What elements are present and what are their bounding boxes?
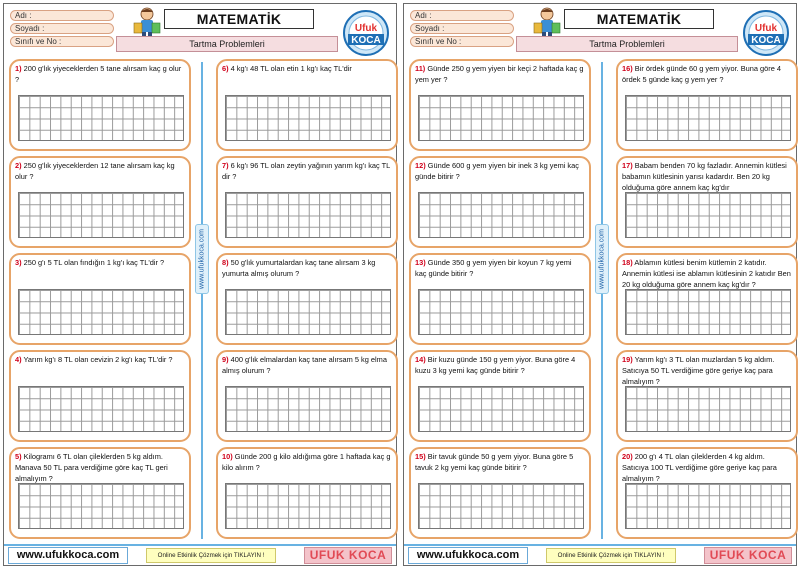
question-number: 15): [415, 452, 426, 461]
question-card: [216, 350, 398, 442]
answer-grid[interactable]: [18, 386, 184, 432]
class-number-field[interactable]: [10, 36, 114, 47]
question-number: 6): [222, 64, 229, 73]
answer-grid[interactable]: [625, 386, 791, 432]
question-card: [409, 59, 591, 151]
question-number: 18): [622, 258, 633, 267]
question-number: 19): [622, 355, 633, 364]
answer-grid[interactable]: [225, 483, 391, 529]
question-number: 13): [415, 258, 426, 267]
name-label: Adı :: [15, 11, 32, 20]
answer-grid[interactable]: [18, 289, 184, 335]
website-link[interactable]: www.ufukkoca.com: [8, 547, 128, 564]
answer-grid[interactable]: [18, 192, 184, 238]
question-card: [216, 447, 398, 539]
online-activity-button[interactable]: Online Etkinlik Çözmek için TIKLAYIN !: [546, 548, 676, 563]
question-text: Babam benden 70 kg fazladır. Annemin kütlesi babamın kütlesinin yarısı kadardır. Ben 20 kg olduğuma göre annem kaç kg'dır: [622, 161, 787, 192]
surname-label: Soyadı :: [15, 24, 45, 33]
question-number: 12): [415, 161, 426, 170]
svg-text:Ufuk: Ufuk: [754, 23, 778, 34]
question-card: [616, 253, 798, 345]
question-text: Günde 600 g yem yiyen bir inek 3 kg yemi kaç günde bitirir ?: [415, 161, 579, 181]
question-card: [616, 350, 798, 442]
question-card: [216, 59, 398, 151]
question-text: 200 g'lık yiyeceklerden 5 tane alırsam kaç g olur ?: [15, 64, 182, 84]
answer-grid[interactable]: [625, 483, 791, 529]
ufuk-koca-logo: [742, 9, 790, 57]
question-text: Yarım kg'ı 3 TL olan muzlardan 5 kg aldım. Satıcıya 50 TL verdiğime göre geriye kaç para almalıyım ?: [622, 355, 775, 386]
answer-grid[interactable]: [625, 192, 791, 238]
brand-button[interactable]: UFUK KOCA: [304, 547, 392, 564]
question-text: Yarım kg'ı 8 TL olan cevizin 2 kg'ı kaç TL'dir ?: [23, 355, 173, 364]
answer-grid[interactable]: [18, 95, 184, 141]
svg-text:KOCA: KOCA: [751, 35, 781, 46]
question-text: 4 kg'ı 48 TL olan etin 1 kg'ı kaç TL'dir: [230, 64, 352, 73]
online-activity-button[interactable]: Online Etkinlik Çözmek için TIKLAYIN !: [146, 548, 276, 563]
class-label: Sınıfı ve No :: [415, 37, 462, 46]
question-text: Bir tavuk günde 50 g yem yiyor. Buna göre 5 tavuk 2 kg yemi kaç günde bitirir ?: [415, 452, 574, 472]
question-text: 6 kg'ı 96 TL olan zeytin yağının yarım kg'ı kaç TL dir ?: [222, 161, 390, 181]
page-subtitle: Tartma Problemleri: [516, 36, 738, 52]
question-text: 50 g'lık yumurtalardan kaç tane alırsam 3 kg yumurta almış olurum ?: [222, 258, 376, 278]
question-card: [616, 447, 798, 539]
side-website-tag[interactable]: [595, 224, 609, 294]
question-card: [616, 59, 798, 151]
question-number: 16): [622, 64, 633, 73]
worksheet-page-2: [403, 3, 797, 566]
answer-grid[interactable]: [225, 192, 391, 238]
question-number: 4): [15, 355, 22, 364]
question-text: Günde 250 g yem yiyen bir keçi 2 haftada kaç g yem yer ?: [415, 64, 584, 84]
question-card: [616, 156, 798, 248]
question-number: 8): [222, 258, 229, 267]
question-number: 3): [15, 258, 22, 267]
answer-grid[interactable]: [18, 483, 184, 529]
question-card: [9, 350, 191, 442]
question-number: 11): [415, 64, 426, 73]
question-number: 17): [622, 161, 633, 170]
question-number: 20): [622, 452, 633, 461]
class-number-field[interactable]: [410, 36, 514, 47]
question-number: 14): [415, 355, 426, 364]
side-website-text: www.ufukkoca.com: [598, 229, 606, 289]
question-number: 1): [15, 64, 22, 73]
side-website-tag[interactable]: [195, 224, 209, 294]
question-card: [216, 253, 398, 345]
question-card: [9, 59, 191, 151]
brand-button[interactable]: UFUK KOCA: [704, 547, 792, 564]
answer-grid[interactable]: [418, 483, 584, 529]
question-text: 400 g'lık elmalardan kaç tane alırsam 5 kg elma almış olurum ?: [222, 355, 387, 375]
question-card: [216, 156, 398, 248]
question-text: Bir kuzu günde 150 g yem yiyor. Buna göre 4 kuzu 3 kg yemi kaç günde bitirir ?: [415, 355, 576, 375]
question-card: [409, 253, 591, 345]
answer-grid[interactable]: [225, 289, 391, 335]
question-text: Kilogramı 6 TL olan çileklerden 5 kg aldım. Manava 50 TL para verdiğime göre kaç TL geri almalıyım ?: [15, 452, 168, 483]
question-card: [9, 156, 191, 248]
answer-grid[interactable]: [625, 95, 791, 141]
column-divider: [601, 62, 603, 539]
surname-field[interactable]: [410, 23, 514, 34]
answer-grid[interactable]: [418, 95, 584, 141]
question-card: [409, 156, 591, 248]
footer-divider: [404, 544, 796, 546]
question-number: 2): [15, 161, 22, 170]
answer-grid[interactable]: [418, 289, 584, 335]
question-text: 250 g'lık yiyeceklerden 12 tane alırsam kaç kg olur ?: [15, 161, 175, 181]
name-label: Adı :: [415, 11, 432, 20]
question-text: 200 g'ı 4 TL olan çileklerden 4 kg aldım. Satıcıya 100 TL verdiğime göre geriye kaç para almalıyım ?: [622, 452, 777, 483]
question-text: Günde 350 g yem yiyen bir koyun 7 kg yemi kaç günde bitirir ?: [415, 258, 572, 278]
question-card: [409, 447, 591, 539]
class-label: Sınıfı ve No :: [15, 37, 62, 46]
footer-divider: [4, 544, 396, 546]
question-card: [9, 253, 191, 345]
worksheet-page-1: [3, 3, 397, 566]
side-website-text: www.ufukkoca.com: [198, 229, 206, 289]
name-field[interactable]: [10, 10, 114, 21]
question-text: Ablamın kütlesi benim kütlemin 2 katıdır. Annemin kütlesi ise ablamın kütlesinin 2 katıdır Ben 20 kg olduğuma göre annem kaç kg'dır ?: [622, 258, 791, 289]
answer-grid[interactable]: [225, 386, 391, 432]
page-title: MATEMATİK: [164, 9, 314, 29]
question-text: Günde 200 g kilo aldığıma göre 1 haftada kaç g kilo alırım ?: [222, 452, 391, 472]
svg-text:KOCA: KOCA: [351, 35, 381, 46]
question-text: Bir ördek günde 60 g yem yiyor. Buna göre 4 ördek 5 günde kaç g yem yer ?: [622, 64, 782, 84]
surname-field[interactable]: [10, 23, 114, 34]
question-number: 9): [222, 355, 229, 364]
answer-grid[interactable]: [418, 192, 584, 238]
question-text: 250 g'ı 5 TL olan fındığın 1 kg'ı kaç TL'dir ?: [23, 258, 165, 267]
website-link[interactable]: www.ufukkoca.com: [408, 547, 528, 564]
answer-grid[interactable]: [625, 289, 791, 335]
answer-grid[interactable]: [225, 95, 391, 141]
column-divider: [201, 62, 203, 539]
question-number: 5): [15, 452, 22, 461]
answer-grid[interactable]: [418, 386, 584, 432]
question-card: [9, 447, 191, 539]
ufuk-koca-logo: [342, 9, 390, 57]
question-number: 10): [222, 452, 233, 461]
svg-text:Ufuk: Ufuk: [354, 23, 378, 34]
question-card: [409, 350, 591, 442]
surname-label: Soyadı :: [415, 24, 445, 33]
question-number: 7): [222, 161, 229, 170]
name-field[interactable]: [410, 10, 514, 21]
page-title: MATEMATİK: [564, 9, 714, 29]
page-subtitle: Tartma Problemleri: [116, 36, 338, 52]
